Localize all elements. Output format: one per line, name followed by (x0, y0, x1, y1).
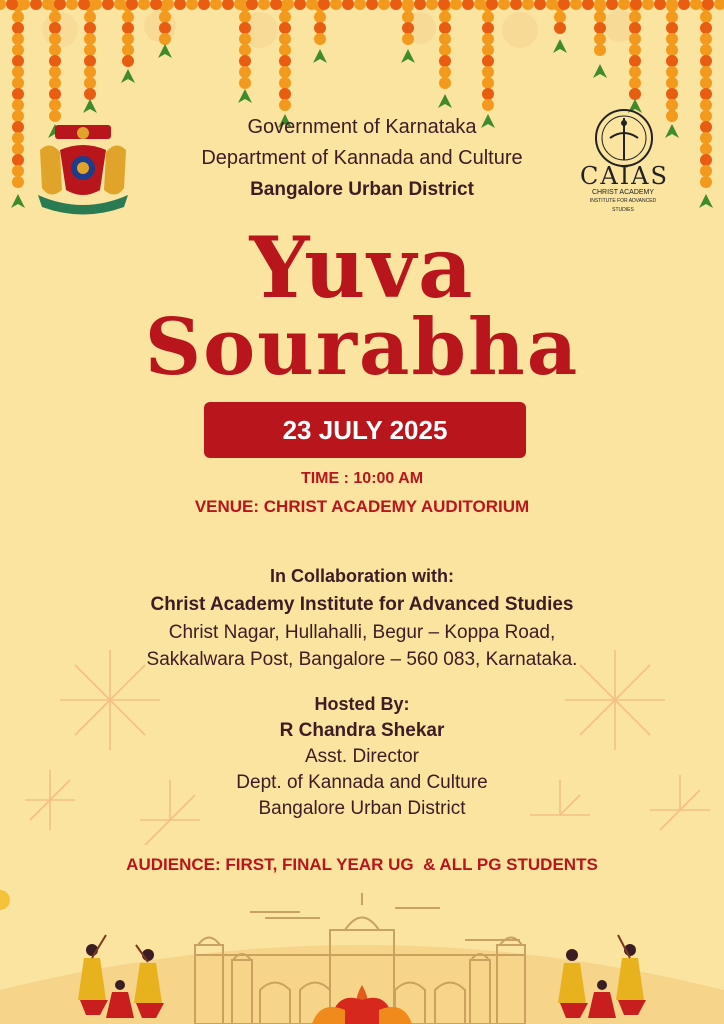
marigold-bead (700, 99, 712, 111)
marigold-bead (222, 0, 234, 10)
marigold-bead (49, 66, 61, 78)
marigold-bead (594, 11, 606, 23)
marigold-bead (482, 44, 494, 56)
marigold-bead (534, 0, 546, 10)
marigold-bead (239, 44, 251, 56)
marigold-bead (629, 22, 641, 34)
marigold-bead (666, 33, 678, 45)
marigold-bead (700, 88, 712, 100)
marigold-bead (12, 66, 24, 78)
marigold-bead (66, 0, 78, 10)
leaf-icon (121, 69, 135, 83)
host-name: R Chandra Shekar (279, 720, 445, 741)
marigold-bead (714, 0, 724, 10)
marigold-bead (239, 66, 251, 78)
marigold-bead (314, 33, 326, 45)
marigold-bead (84, 22, 96, 34)
marigold-bead (402, 22, 414, 34)
host-role: Asst. Director (304, 746, 420, 767)
marigold-bead (700, 33, 712, 45)
marigold-bead (279, 66, 291, 78)
leaf-icon (83, 99, 97, 113)
marigold-bead (450, 0, 462, 10)
marigold-bead (279, 77, 291, 89)
marigold-bead (30, 0, 42, 10)
marigold-bead (122, 44, 134, 56)
leaf-icon (313, 49, 327, 63)
marigold-bead (12, 33, 24, 45)
marigold-bead (239, 33, 251, 45)
marigold-bead (49, 77, 61, 89)
event-title-line1: Yuva (249, 218, 475, 317)
marigold-bead (210, 0, 222, 10)
event-date-badge: 23 JULY 2025 (204, 402, 526, 458)
marigold-bead (49, 22, 61, 34)
marigold-bead (84, 66, 96, 78)
marigold-bead (314, 11, 326, 23)
marigold-bead (554, 11, 566, 23)
marigold-bead (138, 0, 150, 10)
marigold-bead (122, 11, 134, 23)
header-department: Department of Kannada and Culture (201, 147, 523, 169)
marigold-bead (342, 0, 354, 10)
marigold-bead (186, 0, 198, 10)
marigold-bead (159, 11, 171, 23)
marigold-bead (84, 55, 96, 67)
marigold-bead (330, 0, 342, 10)
marigold-bead (414, 0, 426, 10)
marigold-bead (666, 99, 678, 111)
marigold-bead (666, 44, 678, 56)
marigold-bead (700, 77, 712, 89)
collaboration-address-line1: Christ Nagar, Hullahalli, Begur – Koppa Road, (168, 622, 556, 643)
marigold-bead (482, 66, 494, 78)
marigold-bead (279, 88, 291, 100)
marigold-bead (606, 0, 618, 10)
caias-logo-text (580, 162, 669, 215)
marigold-bead (582, 0, 594, 10)
marigold-bead (666, 55, 678, 67)
host-heading: Hosted By: (314, 694, 410, 714)
marigold-bead (522, 0, 534, 10)
marigold-bead (629, 11, 641, 23)
collaboration-institute: Christ Academy Institute for Advanced Studies (150, 594, 574, 615)
marigold-bead (49, 33, 61, 45)
marigold-bead (482, 55, 494, 67)
marigold-bead (122, 33, 134, 45)
leaf-icon (593, 64, 607, 78)
marigold-bead (258, 0, 270, 10)
marigold-bead (239, 77, 251, 89)
marigold-bead (84, 77, 96, 89)
marigold-bead (629, 44, 641, 56)
marigold-bead (378, 0, 390, 10)
marigold-bead (12, 55, 24, 67)
marigold-bead (482, 88, 494, 100)
leaf-icon (238, 89, 252, 103)
marigold-bead (439, 77, 451, 89)
marigold-bead (482, 77, 494, 89)
marigold-bead (700, 66, 712, 78)
leaf-icon (553, 39, 567, 53)
caias-name: CHRIST ACADEMY (591, 189, 655, 196)
marigold-bead (12, 99, 24, 111)
marigold-bead (439, 22, 451, 34)
marigold-bead (402, 33, 414, 45)
marigold-bead (366, 0, 378, 10)
marigold-bead (49, 99, 61, 111)
host-district: Bangalore Urban District (258, 798, 466, 819)
marigold-bead (594, 44, 606, 56)
leaf-icon (158, 44, 172, 58)
marigold-bead (654, 0, 666, 10)
header-government: Government of Karnataka (247, 116, 477, 138)
marigold-bead (12, 77, 24, 89)
marigold-bead (666, 66, 678, 78)
marigold-bead (279, 99, 291, 111)
marigold-bead (314, 22, 326, 34)
marigold-bead (49, 55, 61, 67)
marigold-bead (174, 0, 186, 10)
marigold-bead (0, 0, 6, 10)
marigold-bead (239, 55, 251, 67)
marigold-bead (84, 88, 96, 100)
marigold-bead (12, 11, 24, 23)
collaboration-address-line2: Sakkalwara Post, Bangalore – 560 083, Karnataka. (146, 649, 578, 670)
marigold-bead (666, 11, 678, 23)
marigold-bead (279, 55, 291, 67)
marigold-bead (482, 11, 494, 23)
event-venue: VENUE: CHRIST ACADEMY AUDITORIUM (194, 497, 530, 516)
marigold-bead (12, 22, 24, 34)
marigold-bead (700, 44, 712, 56)
marigold-bead (666, 77, 678, 89)
marigold-bead (510, 0, 522, 10)
marigold-bead (426, 0, 438, 10)
marigold-bead (700, 11, 712, 23)
marigold-bead (482, 33, 494, 45)
marigold-bead (678, 0, 690, 10)
marigold-bead (354, 0, 366, 10)
marigold-bead (279, 33, 291, 45)
marigold-bead (294, 0, 306, 10)
marigold-bead (239, 11, 251, 23)
marigold-bead (49, 88, 61, 100)
marigold-bead (84, 33, 96, 45)
marigold-bead (122, 55, 134, 67)
leaf-icon (438, 94, 452, 108)
marigold-bead (629, 55, 641, 67)
marigold-bead (482, 22, 494, 34)
marigold-bead (700, 55, 712, 67)
marigold-bead (159, 33, 171, 45)
marigold-bead (439, 11, 451, 23)
marigold-bead (402, 11, 414, 23)
marigold-bead (279, 22, 291, 34)
marigold-bead (279, 11, 291, 23)
marigold-bead (666, 22, 678, 34)
marigold-bead (239, 22, 251, 34)
marigold-bead (629, 77, 641, 89)
marigold-bead (482, 99, 494, 111)
host-department: Dept. of Kannada and Culture (236, 772, 488, 793)
marigold-bead (690, 0, 702, 10)
marigold-bead (629, 33, 641, 45)
marigold-bead (122, 22, 134, 34)
marigold-bead (570, 0, 582, 10)
event-time: TIME : 10:00 AM (300, 470, 424, 487)
caias-subtitle: INSTITUTE FOR ADVANCED STUDIES (589, 198, 657, 213)
marigold-bead (700, 22, 712, 34)
marigold-bead (84, 44, 96, 56)
marigold-bead (159, 22, 171, 34)
marigold-bead (498, 0, 510, 10)
marigold-bead (84, 11, 96, 23)
marigold-bead (439, 55, 451, 67)
event-title-line2: Sourabha (144, 302, 580, 393)
marigold-bead (279, 44, 291, 56)
marigold-bead (439, 44, 451, 56)
marigold-bead (594, 33, 606, 45)
marigold-bead (554, 22, 566, 34)
marigold-bead (462, 0, 474, 10)
marigold-bead (49, 44, 61, 56)
collaboration-heading: In Collaboration with: (270, 566, 454, 586)
marigold-bead (666, 88, 678, 100)
marigold-bead (12, 88, 24, 100)
audience-line: AUDIENCE: FIRST, FINAL YEAR UG & ALL PG STUDENTS (126, 855, 598, 874)
leaf-icon (401, 49, 415, 63)
marigold-bead (594, 22, 606, 34)
marigold-bead (618, 0, 630, 10)
marigold-bead (629, 66, 641, 78)
glow-decor (0, 890, 10, 910)
marigold-bead (49, 11, 61, 23)
marigold-bead (629, 88, 641, 100)
marigold-bead (12, 44, 24, 56)
marigold-bead (439, 66, 451, 78)
marigold-bead (439, 33, 451, 45)
marigold-bead (102, 0, 114, 10)
marigold-bead (642, 0, 654, 10)
header-district: Bangalore Urban District (250, 179, 474, 200)
caias-acronym: CAIAS (580, 162, 669, 190)
marigold-bead (198, 0, 210, 10)
marigold-bead (390, 0, 402, 10)
